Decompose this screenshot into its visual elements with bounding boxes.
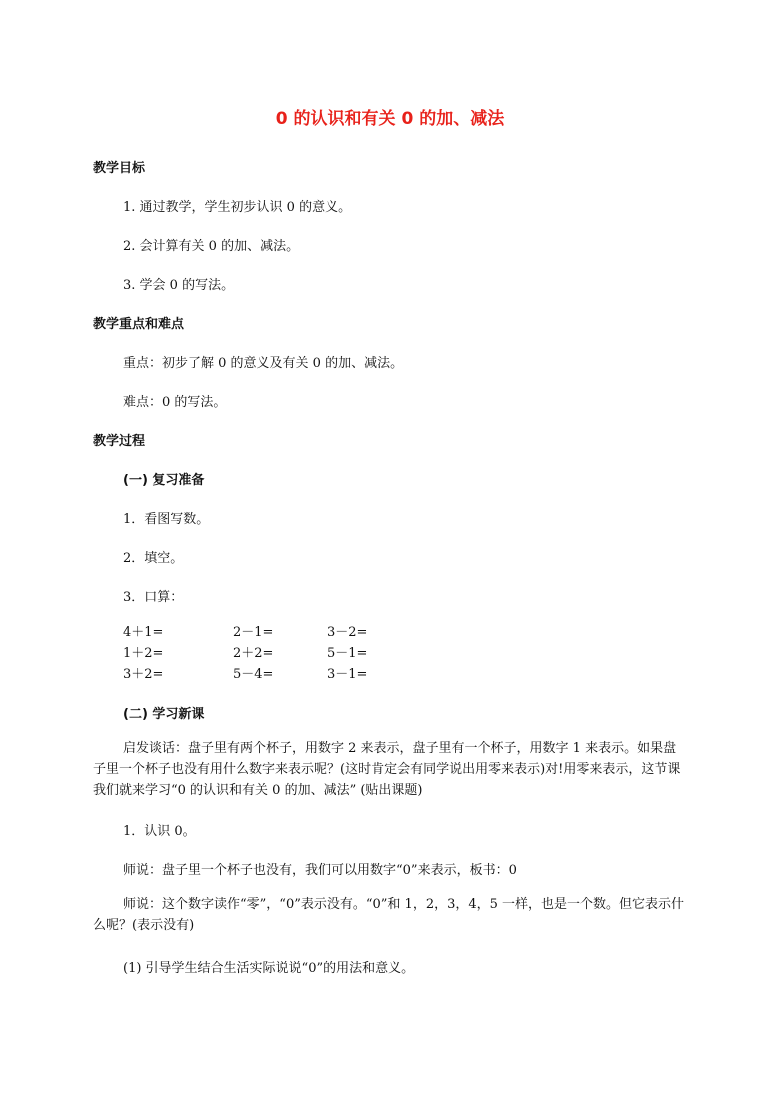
teacher-line: 师说：盘子里一个杯子也没有，我们可以用数字“0”来表示，板书：0: [123, 863, 517, 878]
difficulty-point: 难点：0 的写法。: [123, 395, 227, 410]
objective-item: 2. 会计算有关 0 的加、减法。: [123, 239, 300, 254]
arithmetic-problem: 4＋1=: [123, 625, 164, 640]
review-heading: (一) 复习准备: [123, 473, 205, 488]
arithmetic-problem: 2－1=: [233, 625, 274, 640]
arithmetic-problem: 5－4=: [233, 667, 274, 682]
arithmetic-problem: 5－1=: [327, 646, 368, 661]
page-title: 0 的认识和有关 0 的加、减法: [275, 109, 505, 129]
teacher-paragraph: 师说：这个数字读作“零”，“0”表示没有。“0”和 1，2，3，4，5 一样，也是一个数。但它表示什么呢？(表示没有): [93, 897, 685, 933]
key-point: 重点：初步了解 0 的意义及有关 0 的加、减法。: [123, 356, 404, 371]
intro-paragraph: 启发谈话：盘子里有两个杯子，用数字 2 来表示，盘子里有一个杯子，用数字 1 来表示。如果盘子里一个杯子也没有用什么数字来表示呢？(这时肯定会有同学说出用零来表示)对!用零来表示，这节课我们就来学习“0 的认识和有关 0 的加、减法” (贴出课题): [93, 741, 681, 798]
arithmetic-problem: 2＋2=: [233, 646, 274, 661]
objective-item: 1. 通过教学，学生初步认识 0 的意义。: [123, 200, 352, 215]
objective-item: 3. 学会 0 的写法。: [123, 278, 235, 293]
arithmetic-problem: 3－2=: [327, 625, 368, 640]
arithmetic-problem: 1＋2=: [123, 646, 164, 661]
keypoints-heading: 教学重点和难点: [93, 317, 185, 332]
arithmetic-problem: 3＋2=: [123, 667, 164, 682]
guide-line: (1) 引导学生结合生活实际说说“0”的用法和意义。: [123, 961, 415, 976]
review-item: 1．看图写数。: [123, 512, 210, 527]
step-label: 1．认识 0。: [123, 824, 196, 839]
arithmetic-problem: 3－1=: [327, 667, 368, 682]
objectives-heading: 教学目标: [93, 161, 146, 176]
review-item: 2．填空。: [123, 551, 184, 566]
process-heading: 教学过程: [93, 434, 146, 449]
newlesson-heading: (二) 学习新课: [123, 707, 205, 722]
review-item: 3．口算：: [123, 590, 184, 605]
